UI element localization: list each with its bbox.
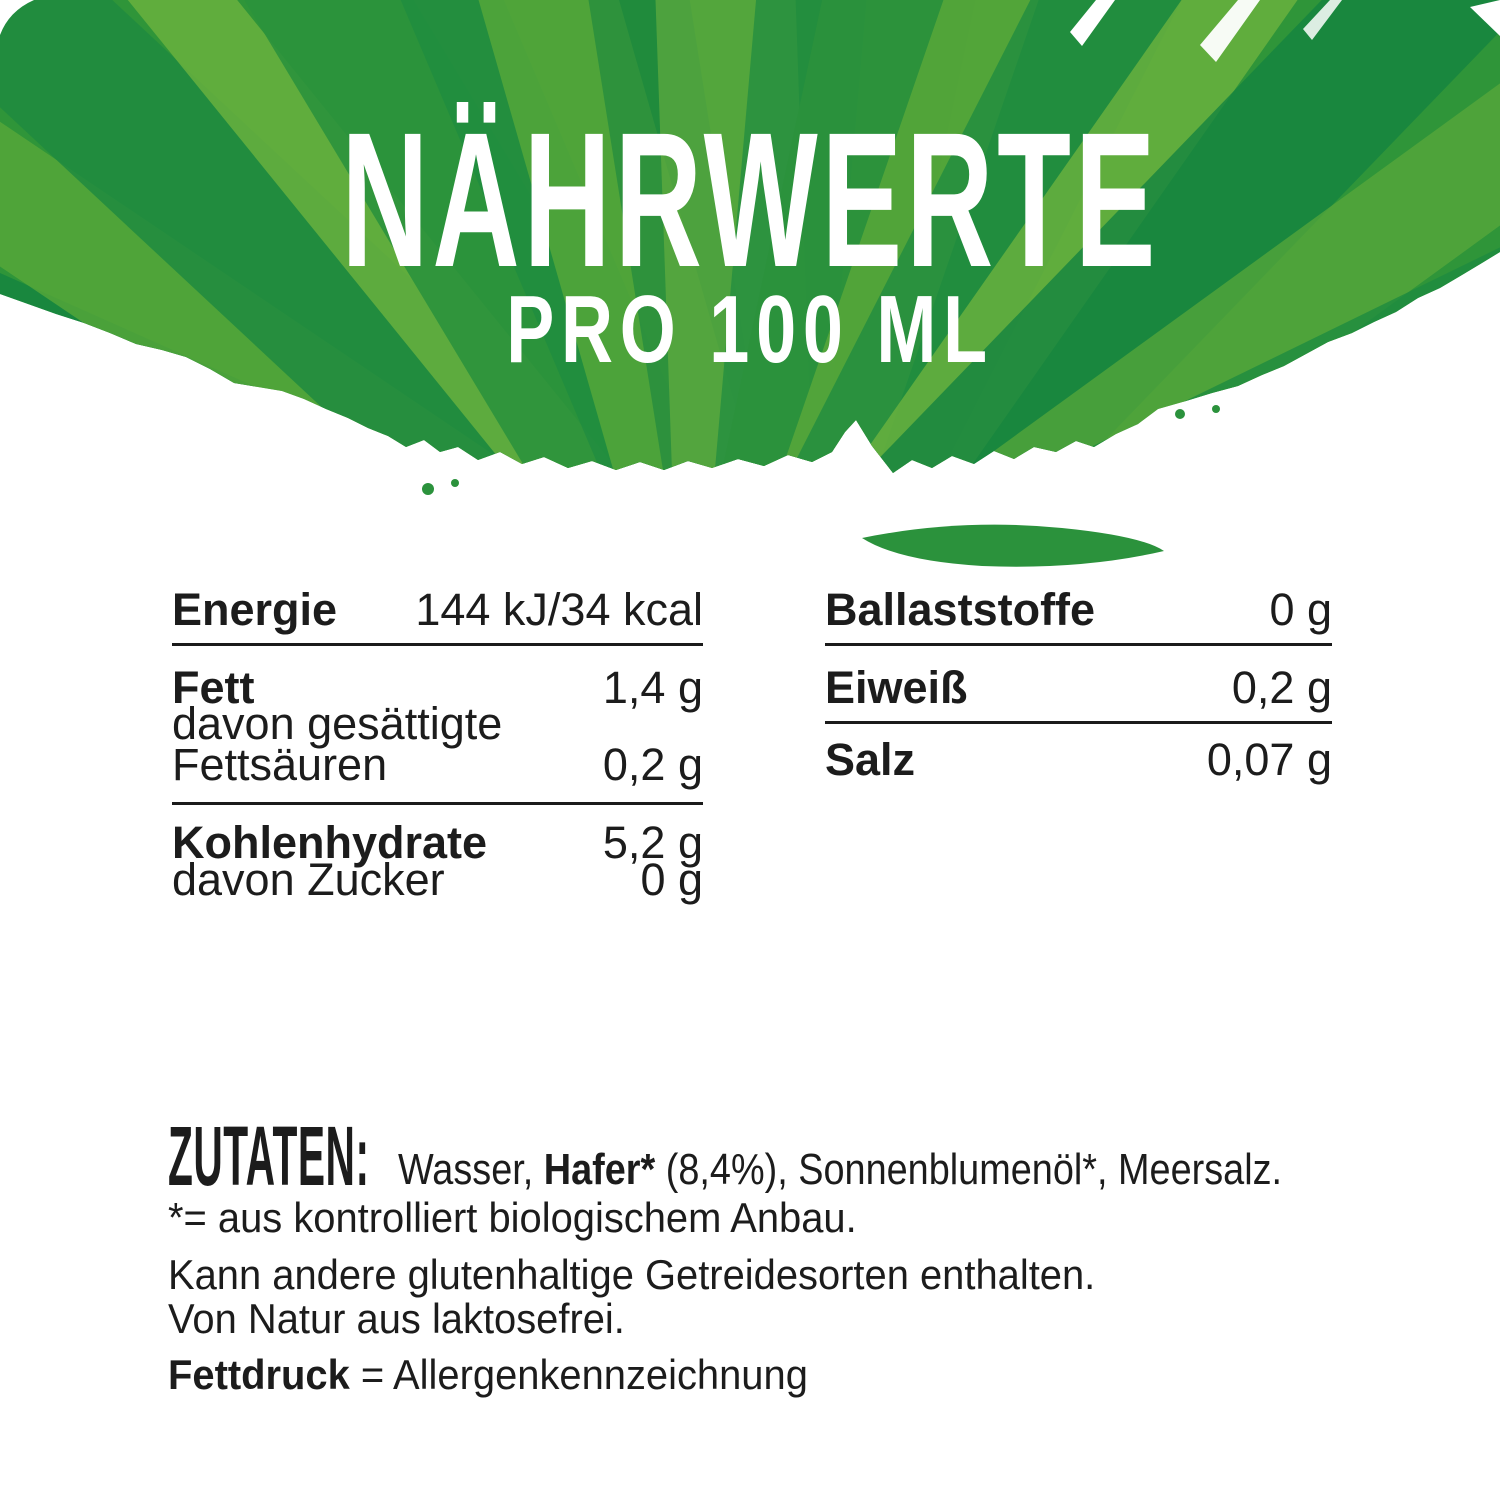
ingredients-heading: ZUTATEN: bbox=[168, 1109, 370, 1203]
table-divider bbox=[825, 643, 1332, 646]
nutrient-label: Kohlenhydrate bbox=[172, 817, 488, 868]
nutrient-row-ballaststoffe bbox=[825, 584, 1332, 635]
ingredient-segment: Wasser, bbox=[398, 1145, 544, 1194]
nutrient-label: davon Zucker bbox=[172, 854, 445, 905]
nutrient-label: Salz bbox=[825, 734, 916, 785]
nutrient-row-eiweiss bbox=[825, 662, 1332, 713]
nutrient-row-zucker bbox=[172, 854, 703, 905]
note-organic: *= aus kontrolliert biologischem Anbau. bbox=[168, 1194, 857, 1241]
nutrient-value: 0,07 g bbox=[1206, 734, 1332, 785]
nutrient-label: Ballaststoffe bbox=[825, 584, 1096, 635]
nutrient-label: Fett bbox=[172, 662, 255, 713]
note-lactose: Von Natur aus laktosefrei. bbox=[168, 1295, 625, 1342]
nutrient-value: 5,2 g bbox=[602, 817, 703, 868]
allergen-legend-rest: = Allergenkennzeichnung bbox=[349, 1351, 808, 1398]
ingredients-text bbox=[398, 1145, 1283, 1194]
table-divider bbox=[172, 802, 703, 805]
ingredient-segment: (8,4%), Sonnenblumenöl*, Meersalz. bbox=[655, 1145, 1283, 1194]
nutrient-row-salz bbox=[825, 734, 1332, 785]
nutrient-label: Eiweiß bbox=[825, 662, 968, 713]
table-divider bbox=[172, 643, 703, 646]
nutrient-label: Energie bbox=[172, 584, 338, 635]
page-title: NÄHRWERTE bbox=[340, 92, 1160, 307]
nutrient-row-energie bbox=[172, 584, 703, 635]
nutrient-label: davon gesättigte bbox=[172, 698, 503, 749]
nutrient-value: 0 g bbox=[1269, 584, 1332, 635]
table-divider bbox=[825, 721, 1332, 724]
note-gluten: Kann andere glutenhaltige Getreidesorten enthalten. bbox=[168, 1251, 1096, 1298]
leaf-brush-artwork bbox=[0, 0, 1500, 600]
nutrient-value: 0 g bbox=[640, 854, 703, 905]
note-allergen-legend bbox=[168, 1351, 808, 1398]
allergen-legend-bold: Fettdruck bbox=[168, 1351, 350, 1398]
leaf-strokes bbox=[0, 0, 1500, 600]
nutrient-label: Fettsäuren bbox=[172, 739, 388, 790]
ingredient-segment-allergen: Hafer* bbox=[543, 1145, 656, 1194]
nutrient-value: 144 kJ/34 kcal bbox=[415, 584, 703, 635]
page-subtitle: PRO 100 ML bbox=[506, 276, 994, 383]
nutrient-value: 1,4 g bbox=[602, 662, 703, 713]
nutrient-value: 0,2 g bbox=[602, 739, 703, 790]
nutrient-row-fettsaeuren bbox=[172, 739, 703, 790]
nutrient-value: 0,2 g bbox=[1231, 662, 1332, 713]
